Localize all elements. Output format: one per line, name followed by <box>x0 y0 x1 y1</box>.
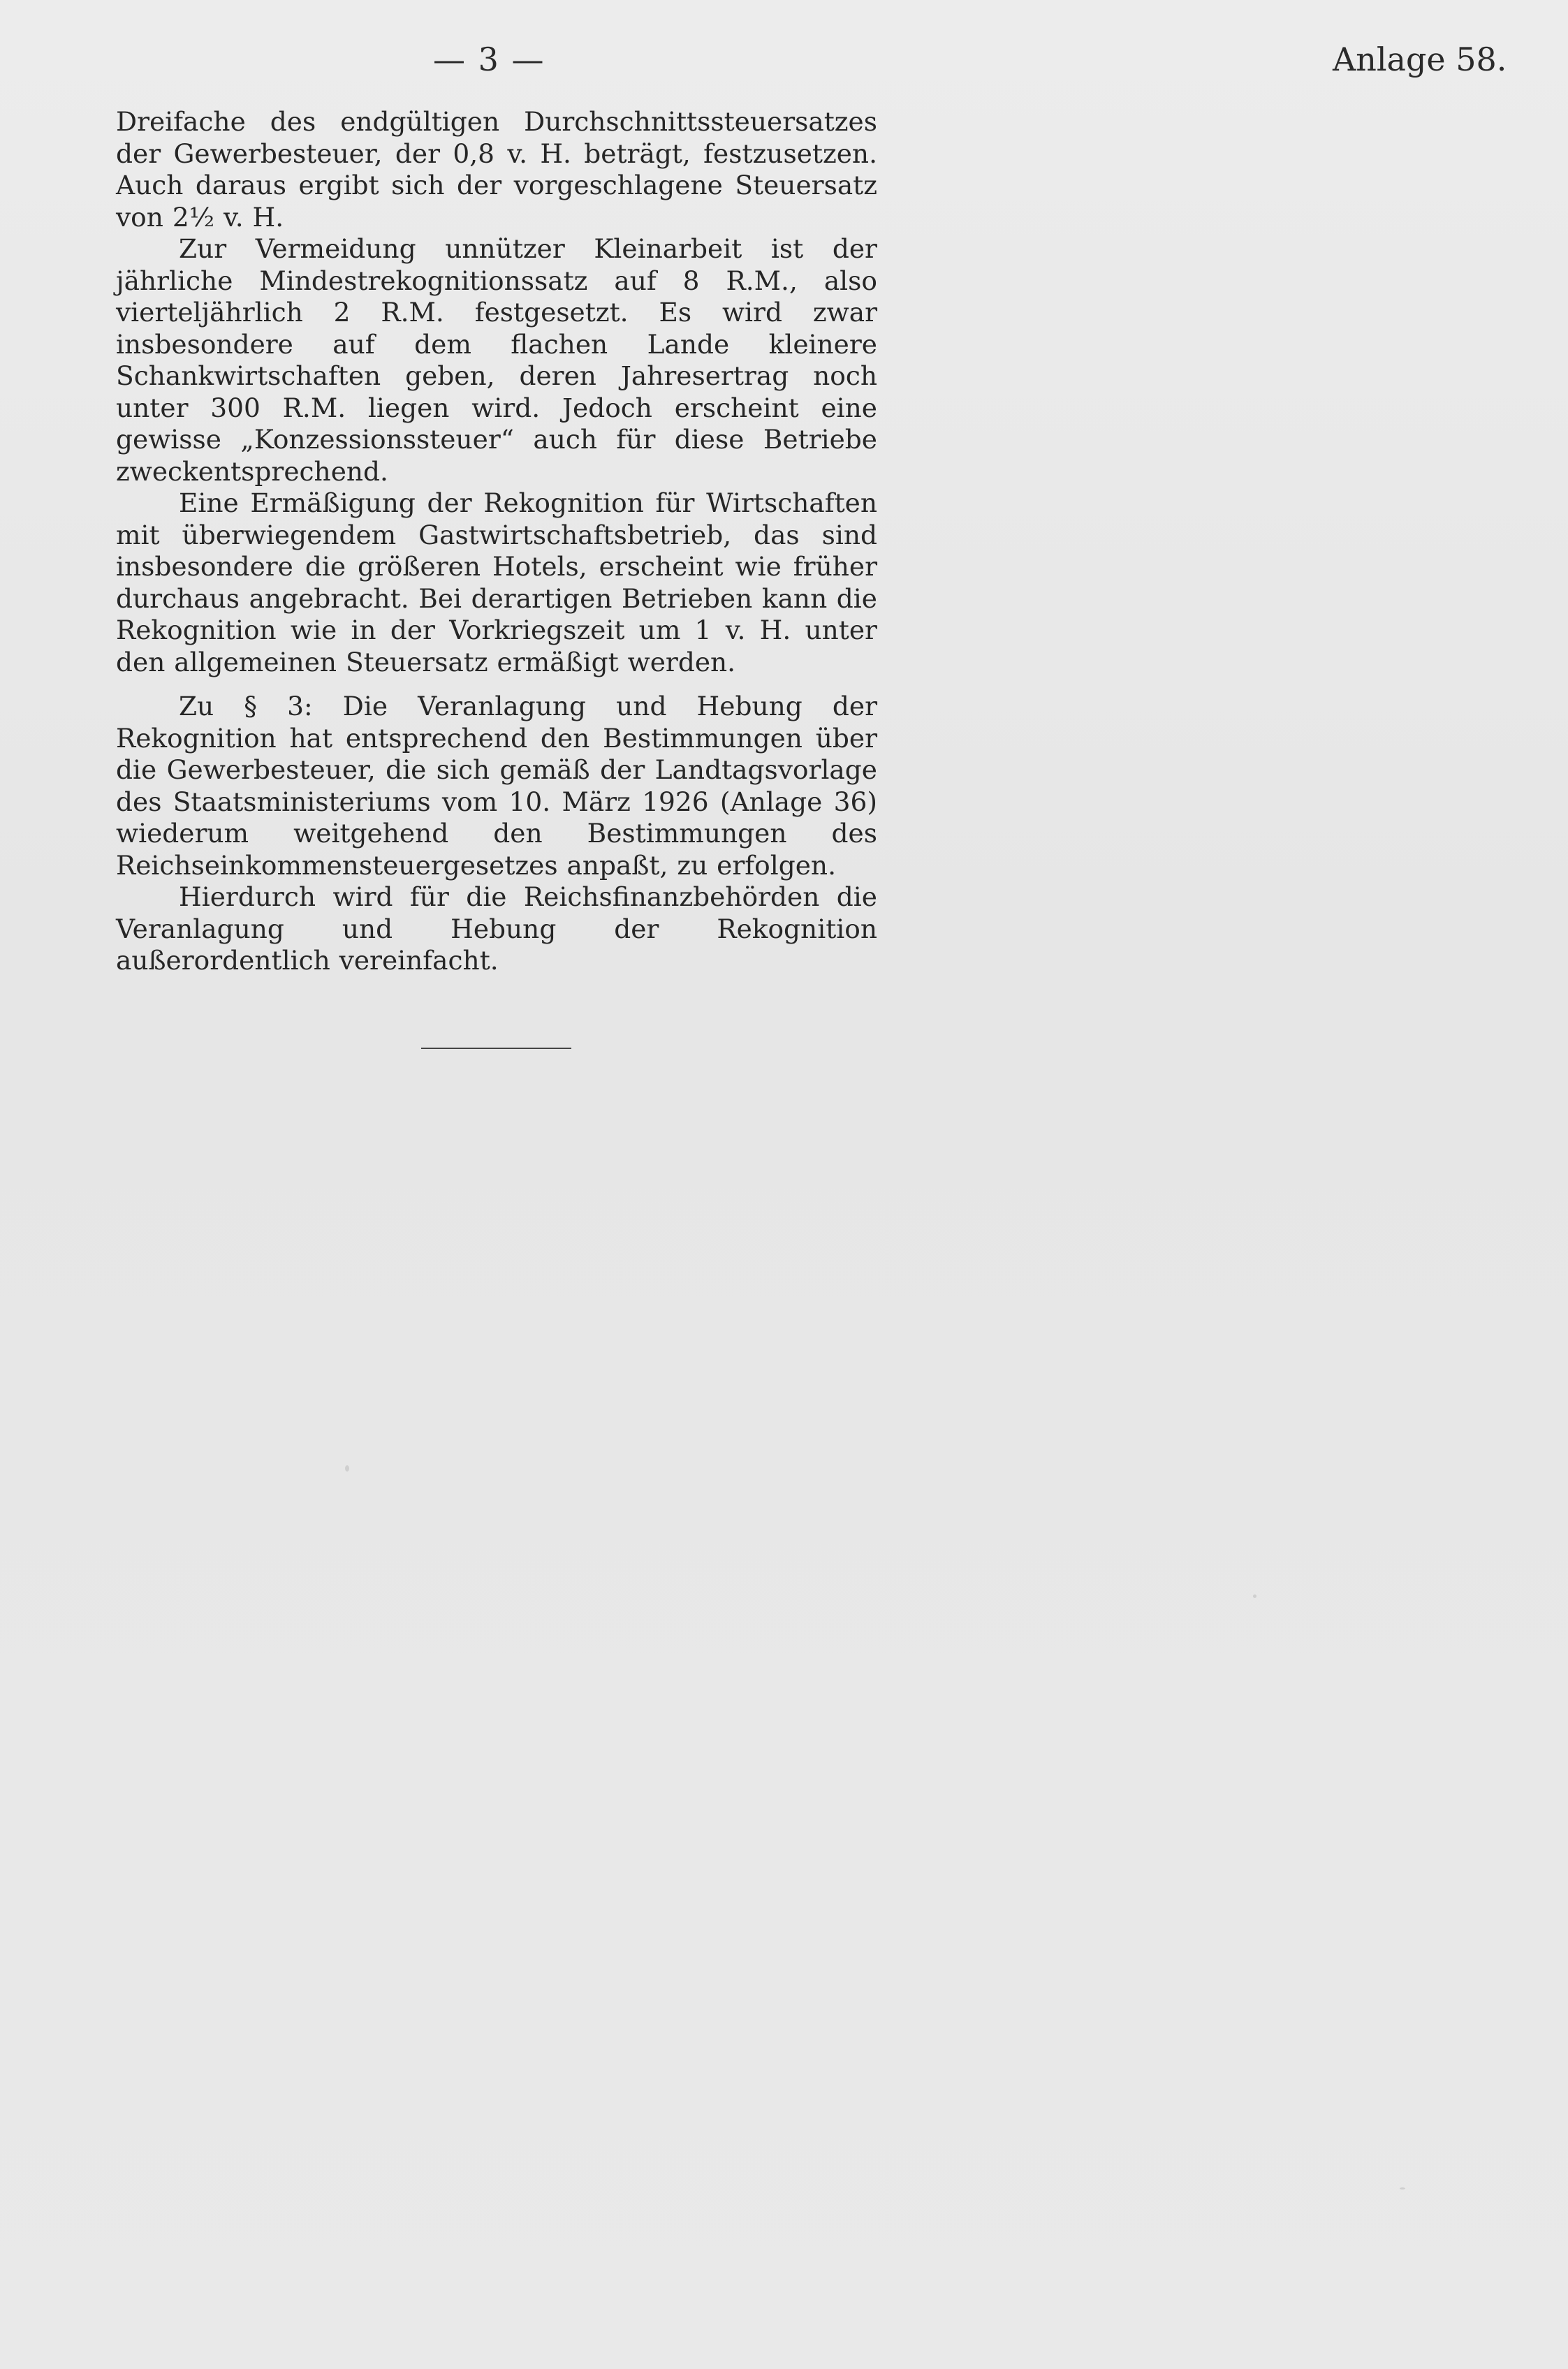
paper-speck <box>345 1465 349 1472</box>
paragraph-simplification: Hierdurch wird für die Reichsfinanzbehörden die Veranlagung und Hebung der Rekognition außerordentlich vereinfacht. <box>116 881 877 976</box>
paper-speck <box>1253 1594 1256 1598</box>
paragraph-hotel-reduction: Eine Ermäßigung der Rekognition für Wirtschaften mit überwiegendem Gastwirtschaftsbetrieb, das sind insbesondere die größeren Hotels, erscheint wie früher durchaus angebracht. Bei derartigen Betrieben kann die Rekognition wie in der Vorkriegszeit um 1 v. H. unter den allgemeinen Steuersatz ermäßigt werden. <box>116 487 877 677</box>
text-column <box>116 106 877 977</box>
paragraph-tax-rate: Dreifache des endgültigen Durchschnittssteuersatzes der Gewerbesteuer, der 0,8 v. H. beträgt, festzusetzen. Auch daraus ergibt sich der vorgeschlagene Steuersatz von 2½ v. H. <box>116 106 877 233</box>
annex-label: Anlage 58. <box>1333 41 1507 78</box>
paragraph-section-3: Zu § 3: Die Veranlagung und Hebung der Rekognition hat entsprechend den Bestimmungen über die Gewerbesteuer, die sich gemäß der Landtagsvorlage des Staatsministeriums vom 10. März 1926 (Anlage 36) wiederum weitgehend den Bestimmungen des Reichseinkommensteuergesetzes anpaßt, zu erfolgen. <box>116 691 877 881</box>
page-number: — 3 — <box>433 41 545 78</box>
paragraph-minimum-rate: Zur Vermeidung unnützer Kleinarbeit ist der jährliche Mindestrekognitionssatz auf 8 R.M., also vierteljährlich 2 R.M. festgesetzt. Es wird zwar insbesondere auf dem flachen Lande kleinere Schankwirtschaften geben, deren Jahresertrag noch unter 300 R.M. liegen wird. Jedoch erscheint eine gewisse „Konzessionssteuer“ auch für diese Betriebe zweckentsprechend. <box>116 233 877 487</box>
closing-rule <box>421 1048 571 1049</box>
paper-speck <box>1400 2187 1405 2190</box>
